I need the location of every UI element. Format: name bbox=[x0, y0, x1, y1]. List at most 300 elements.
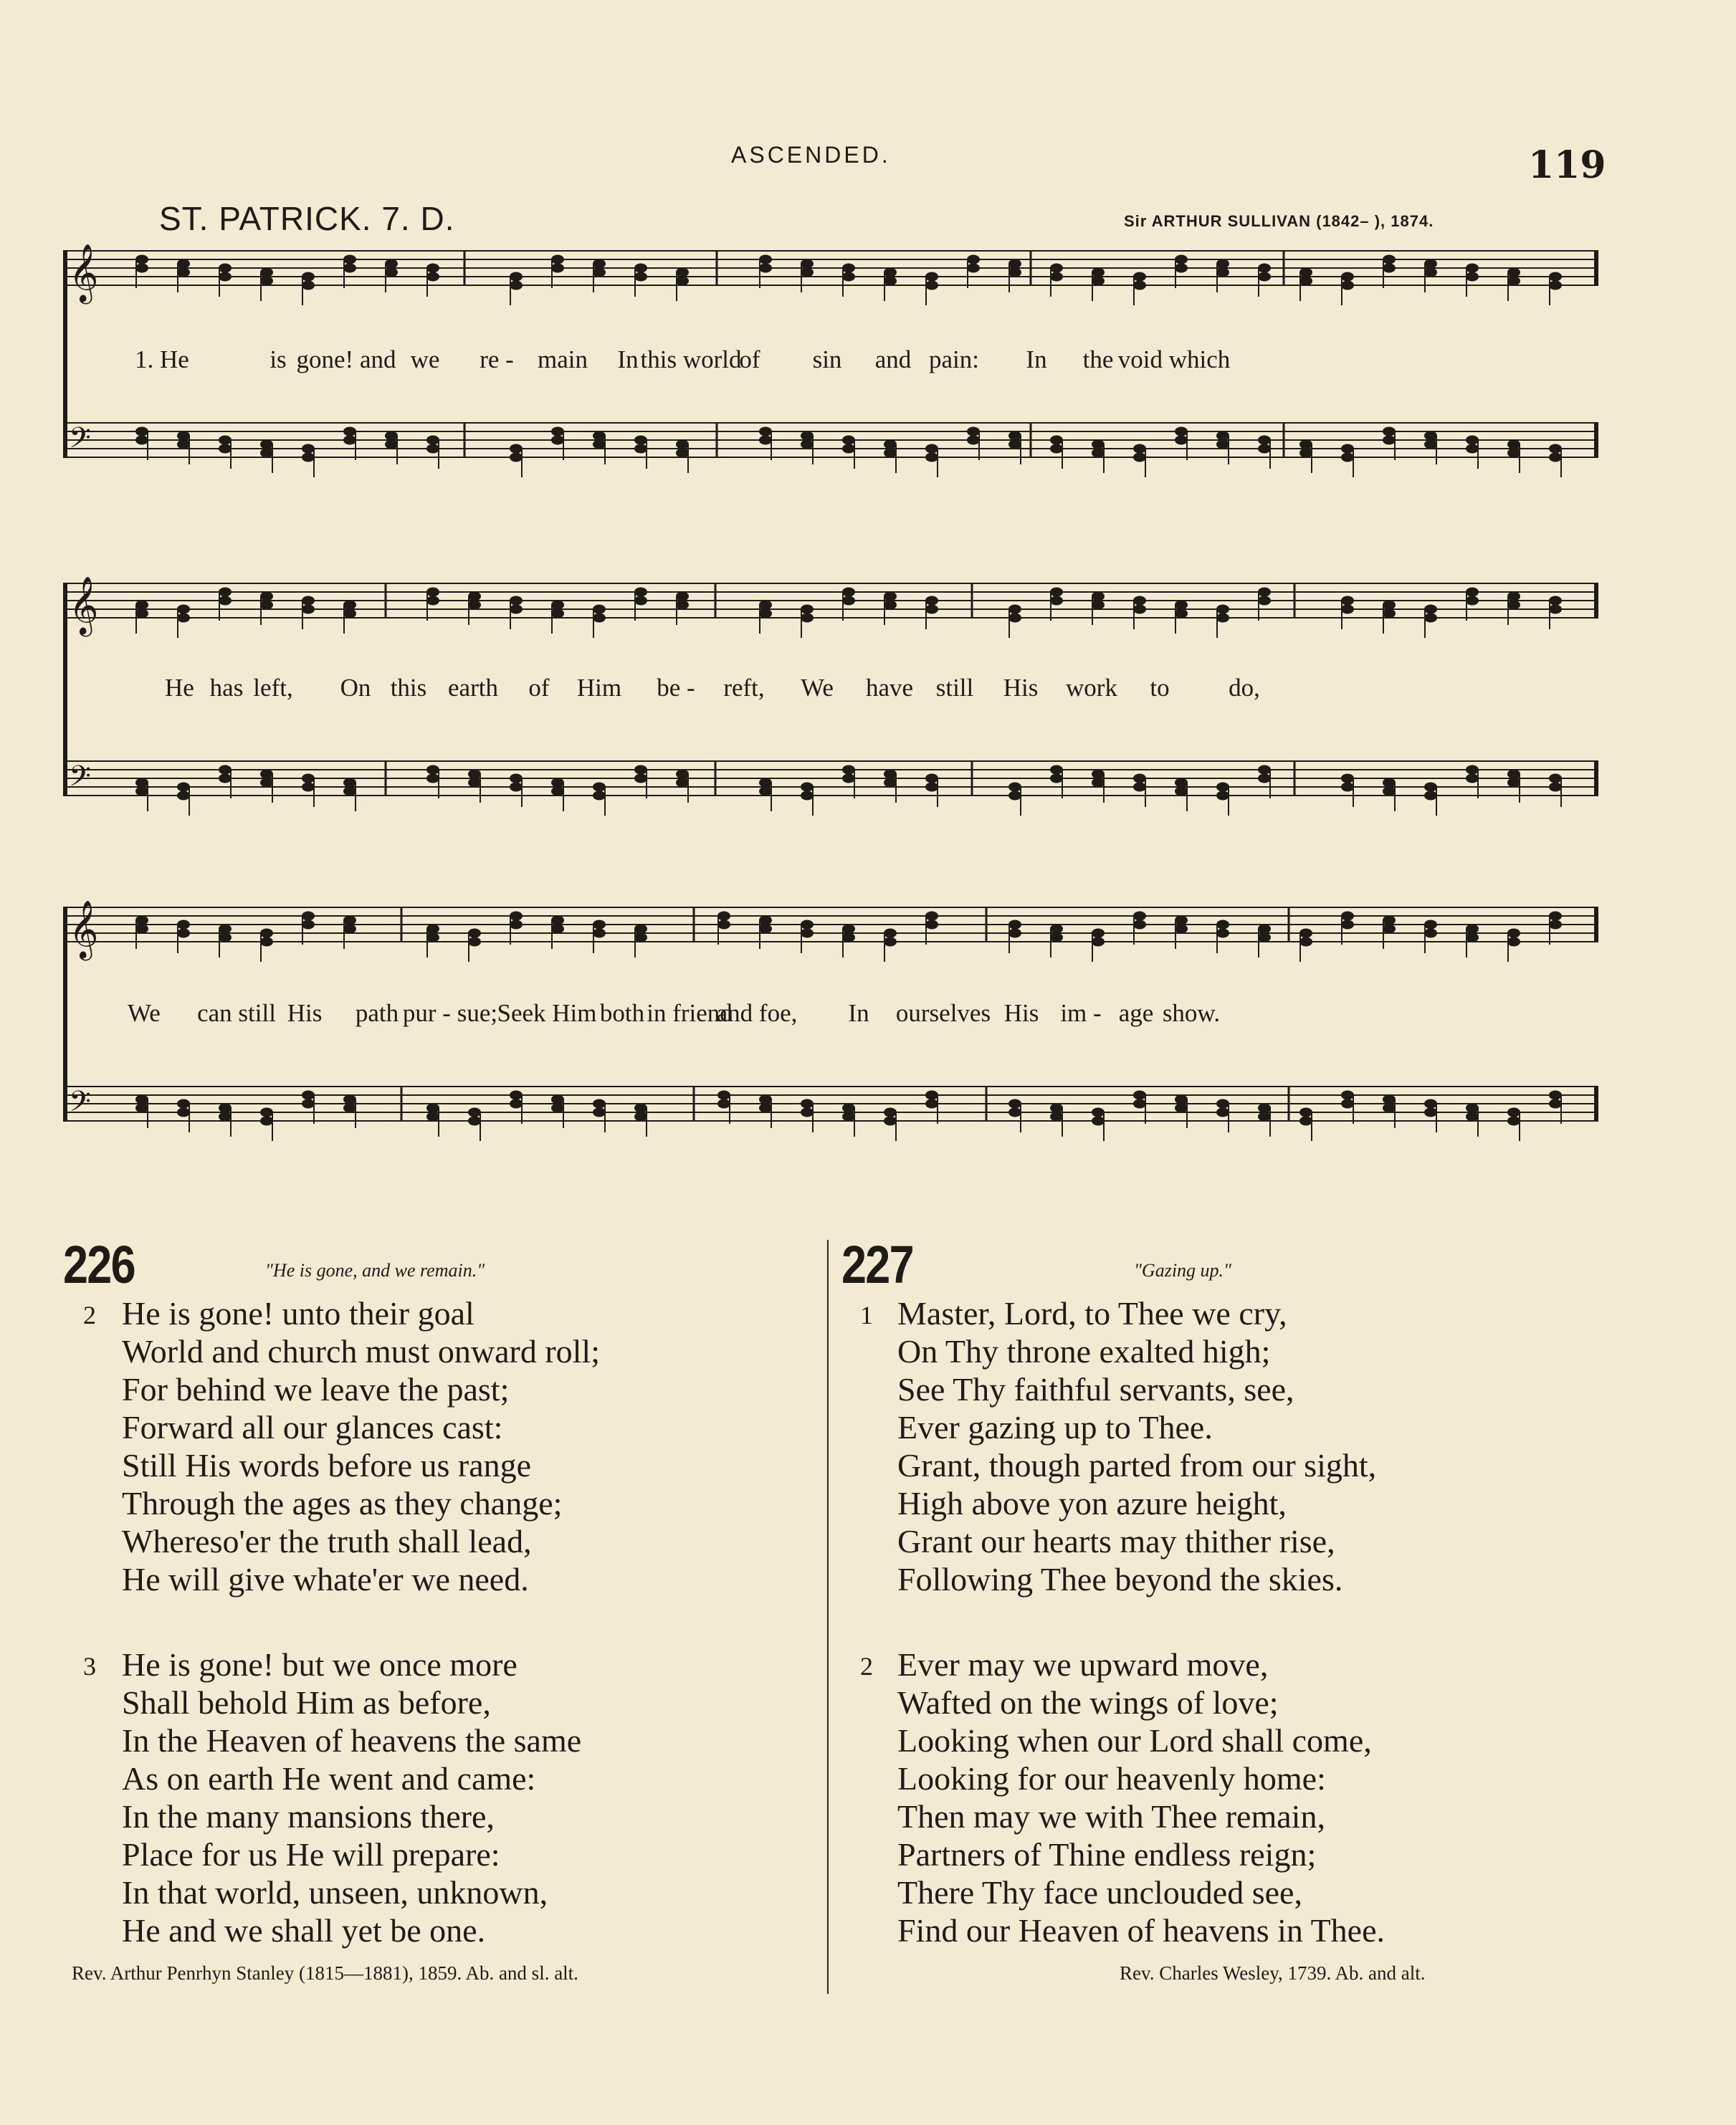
notehead bbox=[1216, 920, 1229, 930]
notehead bbox=[1092, 601, 1105, 610]
notehead bbox=[593, 920, 606, 930]
notehead bbox=[1050, 264, 1063, 273]
notehead bbox=[1175, 609, 1188, 619]
notehead bbox=[260, 929, 273, 938]
notehead bbox=[551, 1104, 564, 1113]
notehead bbox=[468, 929, 481, 938]
notehead bbox=[135, 609, 148, 619]
notehead bbox=[551, 264, 564, 273]
notehead bbox=[1175, 787, 1188, 796]
notehead bbox=[260, 268, 273, 277]
notehead bbox=[1008, 431, 1021, 441]
lyric-syllable: work bbox=[1066, 674, 1117, 702]
notehead bbox=[801, 613, 814, 623]
notehead bbox=[593, 1099, 606, 1109]
notehead bbox=[1299, 440, 1312, 449]
notehead bbox=[1050, 596, 1063, 606]
notehead bbox=[1466, 933, 1479, 942]
notehead bbox=[302, 912, 315, 921]
notehead bbox=[1050, 1112, 1063, 1122]
notehead bbox=[426, 272, 439, 282]
notehead bbox=[551, 787, 564, 796]
notehead bbox=[1258, 444, 1271, 454]
notehead bbox=[1341, 920, 1354, 930]
notehead bbox=[676, 778, 689, 788]
notehead bbox=[1258, 774, 1271, 783]
lyric-syllable: the bbox=[1082, 345, 1114, 373]
notehead bbox=[1466, 1112, 1479, 1122]
notehead bbox=[676, 449, 689, 458]
lyric-syllable: main bbox=[538, 345, 588, 373]
verse-line: Whereso'er the truth shall lead, bbox=[122, 1523, 532, 1560]
verse-line: He is gone! unto their goal bbox=[122, 1295, 474, 1332]
notehead bbox=[1092, 929, 1105, 938]
notehead bbox=[1341, 453, 1354, 462]
notehead bbox=[510, 920, 523, 930]
notehead bbox=[1092, 770, 1105, 779]
notehead bbox=[1008, 791, 1021, 801]
stanza-number: 2 bbox=[860, 1652, 873, 1681]
notehead bbox=[884, 1108, 897, 1117]
notehead bbox=[801, 431, 814, 441]
notehead bbox=[1507, 268, 1520, 277]
verse-line: Following Thee beyond the skies. bbox=[897, 1561, 1343, 1598]
notehead bbox=[1216, 613, 1229, 623]
notehead bbox=[1424, 613, 1437, 623]
notehead bbox=[593, 791, 606, 801]
notehead bbox=[1549, 1091, 1562, 1100]
notehead bbox=[1258, 933, 1271, 942]
notehead bbox=[925, 272, 938, 282]
lyric-syllable: pur - sue; bbox=[402, 999, 498, 1027]
verse-line: Ever gazing up to Thee. bbox=[897, 1409, 1213, 1446]
notehead bbox=[219, 1104, 232, 1113]
notehead bbox=[426, 1112, 439, 1122]
notehead bbox=[842, 774, 855, 783]
notehead bbox=[260, 1108, 273, 1117]
notehead bbox=[510, 912, 523, 921]
hymn-title-227: "Gazing up." bbox=[1134, 1260, 1231, 1281]
notehead bbox=[1092, 440, 1105, 449]
notehead bbox=[593, 268, 606, 277]
notehead bbox=[801, 929, 814, 938]
notehead bbox=[884, 929, 897, 938]
notehead bbox=[1341, 783, 1354, 792]
notehead bbox=[1424, 1108, 1437, 1117]
notehead bbox=[1008, 920, 1021, 930]
notehead bbox=[1383, 1095, 1396, 1104]
notehead bbox=[1092, 268, 1105, 277]
notehead bbox=[759, 916, 772, 925]
notehead bbox=[260, 592, 273, 601]
tune-name: ST. PATRICK. 7. D. bbox=[159, 200, 455, 237]
notehead bbox=[1216, 268, 1229, 277]
notehead bbox=[551, 427, 564, 436]
notehead bbox=[676, 770, 689, 779]
notehead bbox=[1507, 601, 1520, 610]
notehead bbox=[1008, 929, 1021, 938]
notehead bbox=[1050, 588, 1063, 597]
notehead bbox=[884, 1117, 897, 1126]
lyric-syllable: be - bbox=[657, 674, 695, 702]
lyric-syllable: of bbox=[739, 345, 760, 373]
lyric-syllable: gone! and bbox=[296, 345, 396, 373]
notehead bbox=[1383, 925, 1396, 934]
verse-line: See Thy faithful servants, see, bbox=[897, 1371, 1294, 1408]
notehead bbox=[1133, 1091, 1146, 1100]
stanza-number: 2 bbox=[83, 1301, 96, 1329]
notehead bbox=[1383, 787, 1396, 796]
notehead bbox=[1258, 436, 1271, 445]
notehead bbox=[842, 272, 855, 282]
lyric-syllable: of bbox=[528, 674, 550, 702]
notehead bbox=[177, 1099, 190, 1109]
notehead bbox=[1466, 264, 1479, 273]
notehead bbox=[593, 613, 606, 623]
bass-staff bbox=[63, 760, 1598, 816]
notehead bbox=[551, 601, 564, 610]
notehead bbox=[343, 609, 356, 619]
notehead bbox=[385, 440, 398, 449]
lyric-syllable: ourselves bbox=[895, 999, 991, 1027]
verse-line: Then may we with Thee remain, bbox=[897, 1798, 1325, 1835]
bass-clef-icon: 𝄢 bbox=[69, 421, 91, 462]
notehead bbox=[925, 444, 938, 454]
notehead bbox=[177, 259, 190, 269]
notehead bbox=[1092, 1108, 1105, 1117]
notehead bbox=[925, 920, 938, 930]
notehead bbox=[1549, 912, 1562, 921]
verse-line: High above yon azure height, bbox=[897, 1485, 1287, 1522]
notehead bbox=[260, 937, 273, 947]
bass-staff bbox=[63, 421, 1598, 477]
lyric-syllable: we bbox=[410, 345, 440, 373]
notehead bbox=[302, 783, 315, 792]
notehead bbox=[1216, 1099, 1229, 1109]
stanza-number: 1 bbox=[860, 1301, 873, 1329]
notehead bbox=[1133, 596, 1146, 606]
notehead bbox=[135, 1095, 148, 1104]
notehead bbox=[551, 436, 564, 445]
notehead bbox=[510, 281, 523, 290]
notehead bbox=[1424, 268, 1437, 277]
notehead bbox=[1008, 259, 1021, 269]
notehead bbox=[510, 272, 523, 282]
notehead bbox=[177, 1108, 190, 1117]
notehead bbox=[1258, 588, 1271, 597]
notehead bbox=[385, 268, 398, 277]
notehead bbox=[634, 774, 647, 783]
notehead bbox=[302, 1099, 315, 1109]
notehead bbox=[1424, 783, 1437, 792]
notehead bbox=[551, 925, 564, 934]
notehead bbox=[510, 774, 523, 783]
notehead bbox=[1549, 596, 1562, 606]
verse-line: Shall behold Him as before, bbox=[122, 1684, 491, 1721]
author-credit-227: Rev. Charles Wesley, 1739. Ab. and alt. bbox=[1120, 1962, 1426, 1984]
notehead bbox=[426, 596, 439, 606]
notehead bbox=[260, 277, 273, 286]
notehead bbox=[385, 259, 398, 269]
notehead bbox=[1299, 929, 1312, 938]
notehead bbox=[343, 1104, 356, 1113]
notehead bbox=[759, 778, 772, 788]
notehead bbox=[801, 791, 814, 801]
notehead bbox=[1341, 774, 1354, 783]
page-number: 119 bbox=[1528, 143, 1606, 187]
notehead bbox=[634, 436, 647, 445]
notehead bbox=[1466, 1104, 1479, 1113]
verse-line: Through the ages as they change; bbox=[122, 1485, 563, 1522]
notehead bbox=[1424, 791, 1437, 801]
lyric-syllable: We bbox=[128, 999, 161, 1027]
verse-line: In that world, unseen, unknown, bbox=[122, 1874, 548, 1911]
notehead bbox=[302, 605, 315, 614]
notehead bbox=[219, 444, 232, 454]
lyric-syllable: is bbox=[270, 345, 287, 373]
notehead bbox=[967, 427, 980, 436]
treble-clef-icon: 𝄞 bbox=[69, 576, 99, 634]
notehead bbox=[260, 778, 273, 788]
notehead bbox=[1424, 929, 1437, 938]
notehead bbox=[593, 259, 606, 269]
notehead bbox=[343, 436, 356, 445]
notehead bbox=[1008, 783, 1021, 792]
notehead bbox=[177, 791, 190, 801]
notehead bbox=[343, 1095, 356, 1104]
notehead bbox=[1507, 1108, 1520, 1117]
notehead bbox=[634, 925, 647, 934]
notehead bbox=[676, 601, 689, 610]
notehead bbox=[1549, 605, 1562, 614]
notehead bbox=[1507, 440, 1520, 449]
notehead bbox=[593, 1108, 606, 1117]
notehead bbox=[1133, 444, 1146, 454]
notehead bbox=[1424, 440, 1437, 449]
notehead bbox=[1092, 778, 1105, 788]
notehead bbox=[884, 770, 897, 779]
notehead bbox=[1258, 264, 1271, 273]
stanza-number: 3 bbox=[83, 1652, 96, 1681]
notehead bbox=[1175, 916, 1188, 925]
notehead bbox=[468, 937, 481, 947]
notehead bbox=[135, 925, 148, 934]
notehead bbox=[1175, 601, 1188, 610]
notehead bbox=[219, 774, 232, 783]
lyric-syllable: Seek Him bbox=[497, 999, 597, 1027]
notehead bbox=[343, 601, 356, 610]
notehead bbox=[842, 264, 855, 273]
notehead bbox=[593, 605, 606, 614]
notehead bbox=[260, 1117, 273, 1126]
notehead bbox=[1507, 778, 1520, 788]
notehead bbox=[1466, 444, 1479, 454]
lyric-syllable: In bbox=[1026, 345, 1047, 373]
notehead bbox=[219, 264, 232, 273]
verse-line: Grant, though parted from our sight, bbox=[897, 1447, 1377, 1484]
treble-clef-icon: 𝄞 bbox=[69, 243, 99, 302]
notehead bbox=[1258, 596, 1271, 606]
column-divider bbox=[827, 1240, 829, 1994]
notehead bbox=[468, 1117, 481, 1126]
notehead bbox=[343, 255, 356, 264]
notehead bbox=[1466, 774, 1479, 783]
notehead bbox=[842, 596, 855, 606]
notehead bbox=[343, 916, 356, 925]
notehead bbox=[1466, 588, 1479, 597]
music-system-3 bbox=[63, 887, 1598, 1152]
notehead bbox=[925, 774, 938, 783]
verse-line: Looking for our heavenly home: bbox=[897, 1760, 1326, 1797]
notehead bbox=[759, 1104, 772, 1113]
notehead bbox=[510, 1091, 523, 1100]
notehead bbox=[551, 609, 564, 619]
notehead bbox=[1341, 912, 1354, 921]
notehead bbox=[717, 912, 730, 921]
notehead bbox=[759, 255, 772, 264]
notehead bbox=[1175, 925, 1188, 934]
notehead bbox=[759, 1095, 772, 1104]
lyric-syllable: both bbox=[599, 999, 645, 1027]
lyric-syllable: reft, bbox=[723, 674, 765, 702]
notehead bbox=[219, 436, 232, 445]
notehead bbox=[1216, 929, 1229, 938]
notehead bbox=[925, 1099, 938, 1109]
notehead bbox=[1383, 255, 1396, 264]
notehead bbox=[1050, 1104, 1063, 1113]
hymn-title-226: "He is gone, and we remain." bbox=[265, 1260, 485, 1281]
notehead bbox=[759, 427, 772, 436]
notehead bbox=[1549, 444, 1562, 454]
notehead bbox=[842, 1104, 855, 1113]
verse-line: In the many mansions there, bbox=[122, 1798, 495, 1835]
hymn-number-227: 227 bbox=[841, 1235, 913, 1294]
notehead bbox=[510, 444, 523, 454]
notehead bbox=[1383, 427, 1396, 436]
notehead bbox=[468, 592, 481, 601]
notehead bbox=[1383, 436, 1396, 445]
notehead bbox=[842, 436, 855, 445]
notehead bbox=[1133, 605, 1146, 614]
notehead bbox=[468, 770, 481, 779]
notehead bbox=[1549, 453, 1562, 462]
notehead bbox=[426, 436, 439, 445]
notehead bbox=[1341, 1099, 1354, 1109]
notehead bbox=[1549, 774, 1562, 783]
notehead bbox=[759, 925, 772, 934]
notehead bbox=[1133, 272, 1146, 282]
verse-line: Forward all our glances cast: bbox=[122, 1409, 503, 1446]
notehead bbox=[1383, 916, 1396, 925]
notehead bbox=[510, 596, 523, 606]
treble-staff bbox=[63, 243, 1598, 305]
notehead bbox=[1507, 277, 1520, 286]
notehead bbox=[1466, 765, 1479, 775]
notehead bbox=[510, 605, 523, 614]
notehead bbox=[1216, 605, 1229, 614]
notehead bbox=[1341, 1091, 1354, 1100]
notehead bbox=[1050, 436, 1063, 445]
notehead bbox=[135, 601, 148, 610]
music-system-2 bbox=[63, 562, 1598, 827]
treble-staff bbox=[63, 899, 1598, 962]
notehead bbox=[1549, 783, 1562, 792]
notehead bbox=[676, 440, 689, 449]
notehead bbox=[1175, 264, 1188, 273]
notehead bbox=[468, 601, 481, 610]
notehead bbox=[801, 1108, 814, 1117]
verse-line: For behind we leave the past; bbox=[122, 1371, 510, 1408]
notehead bbox=[676, 592, 689, 601]
notehead bbox=[593, 783, 606, 792]
notehead bbox=[634, 264, 647, 273]
notehead bbox=[1258, 925, 1271, 934]
lyric-syllable: re - bbox=[480, 345, 514, 373]
notehead bbox=[219, 1112, 232, 1122]
running-head: ASCENDED. bbox=[731, 142, 891, 168]
notehead bbox=[426, 444, 439, 454]
notehead bbox=[302, 281, 315, 290]
lyric-syllable: im - bbox=[1060, 999, 1102, 1027]
notehead bbox=[1092, 277, 1105, 286]
notehead bbox=[302, 272, 315, 282]
notehead bbox=[925, 912, 938, 921]
notehead bbox=[1383, 601, 1396, 610]
lyric-syllable: We bbox=[801, 674, 834, 702]
notehead bbox=[801, 1099, 814, 1109]
notehead bbox=[842, 1112, 855, 1122]
lyric-syllable: 1. He bbox=[135, 345, 189, 373]
notehead bbox=[801, 605, 814, 614]
notehead bbox=[801, 783, 814, 792]
notehead bbox=[634, 765, 647, 775]
notehead bbox=[426, 588, 439, 597]
notehead bbox=[1341, 272, 1354, 282]
verse-line: World and church must onward roll; bbox=[122, 1333, 600, 1370]
lyric-syllable: this bbox=[390, 674, 427, 702]
notehead bbox=[1507, 449, 1520, 458]
notehead bbox=[884, 937, 897, 947]
notehead bbox=[343, 264, 356, 273]
notehead bbox=[842, 588, 855, 597]
notehead bbox=[884, 268, 897, 277]
lyric-syllable: do, bbox=[1229, 674, 1260, 702]
notehead bbox=[884, 601, 897, 610]
notehead bbox=[135, 778, 148, 788]
notehead bbox=[1424, 431, 1437, 441]
lyric-syllable: pain: bbox=[929, 345, 979, 373]
verse-line: On Thy throne exalted high; bbox=[897, 1333, 1271, 1370]
notehead bbox=[1383, 778, 1396, 788]
notehead bbox=[135, 255, 148, 264]
bass-clef-icon: 𝄢 bbox=[69, 760, 91, 800]
notehead bbox=[302, 444, 315, 454]
lyric-syllable: age bbox=[1118, 999, 1154, 1027]
verse-line: Grant our hearts may thither rise, bbox=[897, 1523, 1335, 1560]
notehead bbox=[219, 596, 232, 606]
verse-line: Partners of Thine endless reign; bbox=[897, 1836, 1317, 1873]
notehead bbox=[1175, 436, 1188, 445]
notehead bbox=[1424, 920, 1437, 930]
notehead bbox=[717, 1091, 730, 1100]
notehead bbox=[219, 925, 232, 934]
notehead bbox=[1299, 1108, 1312, 1117]
notehead bbox=[634, 444, 647, 454]
lyric-syllable: On bbox=[340, 674, 371, 702]
notehead bbox=[1175, 778, 1188, 788]
bass-clef-icon: 𝄢 bbox=[69, 1085, 91, 1125]
notehead bbox=[1507, 592, 1520, 601]
